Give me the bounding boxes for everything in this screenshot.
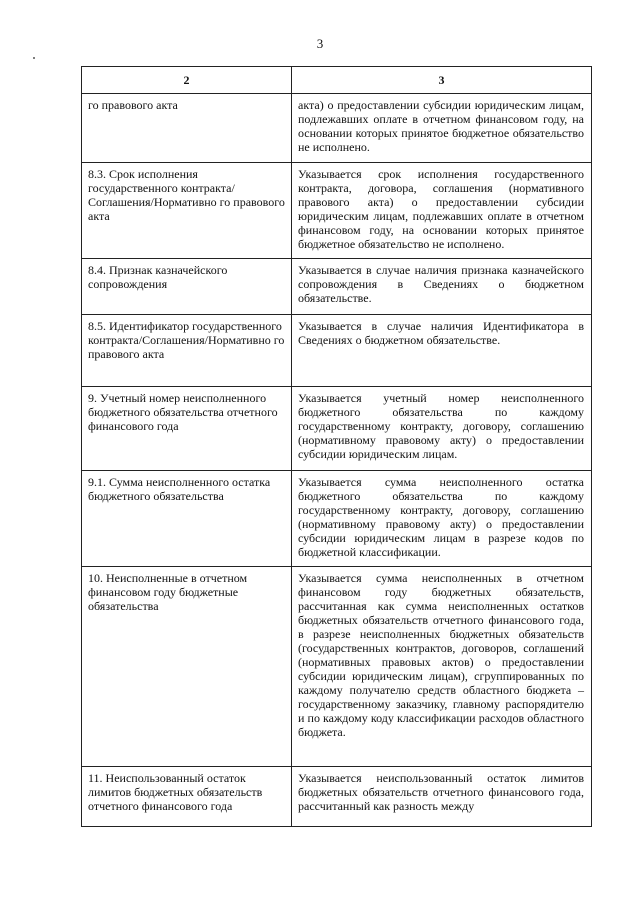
row-field-description: Указывается сумма неисполненных в отчетном финансовом году бюджетных обязательств, рассчитанная как сумма неисполненных остатков бюджетных обязательств отчетного финансового года, в разрезе неисполненных бюджетных обязательств (государственных контрактов, договоров, соглашений (нормативных правовых актов) о предоставлении субсидии юридическим лицам), сгруппированных по каждому получателю средств областного бюджета – государственному заказчику, главному распорядителю и по каждому коду классификации расходов областного бюджета. — [292, 567, 592, 767]
page-number: 3 — [316, 36, 324, 51]
row-field-name: 11. Неиспользованный остаток лимитов бюджетных обязательств отчетного финансового года — [82, 767, 292, 827]
table-row — [82, 315, 592, 387]
row-field-name: 8.3. Срок исполнения государственного контракта/Соглашения/Нормативно го правового акта — [82, 163, 292, 259]
column-header-2: 2 — [82, 67, 292, 94]
scan-artifact-dot — [33, 57, 35, 59]
table-row — [82, 387, 592, 471]
row-field-description: Указывается в случае наличия Идентификатора в Сведениях о бюджетном обязательстве. — [292, 315, 592, 387]
row-field-name: 10. Неисполненные в отчетном финансовом году бюджетные обязательства — [82, 567, 292, 767]
row-field-description: Указывается неиспользованный остаток лимитов бюджетных обязательств отчетного финансового года, рассчитанный как разность между — [292, 767, 592, 827]
table-row — [82, 471, 592, 567]
document-table — [81, 66, 592, 827]
row-field-description: акта) о предоставлении субсидии юридическим лицам, подлежавших оплате в отчетном финансовом году, на основании которых принятое бюджетное обязательство не исполнено. — [292, 94, 592, 163]
row-field-description: Указывается срок исполнения государственного контракта, договора, соглашения (нормативного правового акта) о предоставлении субсидии юридическим лицам, подлежавших оплате в отчетном финансовом году, на основании которых принятое бюджетное обязательство не исполнено. — [292, 163, 592, 259]
table-row — [82, 259, 592, 315]
row-field-name: 8.4. Признак казначейского сопровождения — [82, 259, 292, 315]
row-field-description: Указывается сумма неисполненного остатка бюджетного обязательства по каждому государственному контракту, договору, соглашению (нормативному правовому акту) о предоставлении субсидии юридическим лицам в разрезе кодов по бюджетной классификации. — [292, 471, 592, 567]
row-field-name: 8.5. Идентификатор государственного контракта/Соглашения/Нормативно го правового акта — [82, 315, 292, 387]
table-row — [82, 94, 592, 163]
row-field-name: 9. Учетный номер неисполненного бюджетного обязательства отчетного финансового года — [82, 387, 292, 471]
table-row — [82, 163, 592, 259]
row-field-description: Указывается учетный номер неисполненного бюджетного обязательства по каждому государственному контракту, договору, соглашению (нормативному правовому акту) о предоставлении субсидии юридическим лицам. — [292, 387, 592, 471]
row-field-name: 9.1. Сумма неисполненного остатка бюджетного обязательства — [82, 471, 292, 567]
row-field-description: Указывается в случае наличия признака казначейского сопровождения в Сведениях о бюджетном обязательстве. — [292, 259, 592, 315]
row-field-name: го правового акта — [82, 94, 292, 163]
column-header-3: 3 — [292, 67, 592, 94]
table-header-row — [82, 67, 592, 94]
table-row — [82, 767, 592, 827]
table-row — [82, 567, 592, 767]
